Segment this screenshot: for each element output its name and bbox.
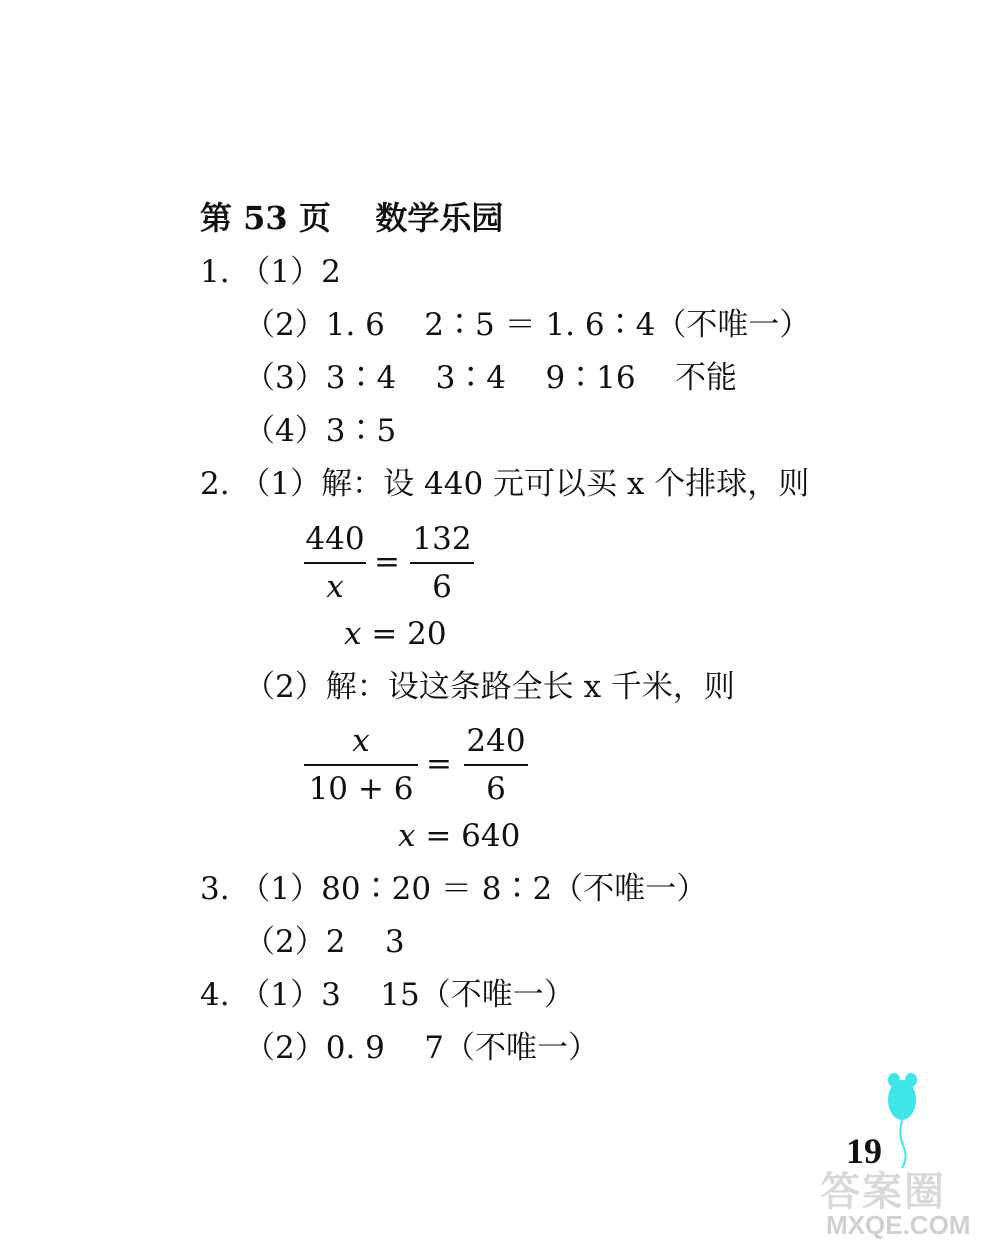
question-3-part-2: （2）2 3 (244, 924, 405, 960)
watermark-text: 答案圈 (820, 1170, 946, 1214)
equation-1-right-fraction (410, 520, 474, 606)
balloon-icon (880, 1070, 930, 1170)
equation-1-left-fraction (304, 520, 366, 606)
fraction-denominator: x (326, 569, 344, 605)
equation-2-solution (398, 816, 520, 856)
equation-1-equals: = (374, 544, 400, 580)
watermark-url: MXQE.COM (826, 1210, 971, 1240)
fraction-numerator: 240 (466, 723, 526, 759)
equation-1-solution (344, 614, 447, 654)
solution-variable: x (398, 818, 416, 854)
fraction-denominator: 10 + 6 (308, 771, 414, 807)
question-1-part-3: （3）3∶4 3∶4 9∶16 不能 (244, 360, 738, 396)
question-4-part-1: 4. （1）3 15（不唯一） (200, 977, 575, 1013)
fraction-denominator: 6 (432, 569, 452, 605)
solution-variable: x (344, 616, 362, 652)
equation-2-right-fraction (464, 722, 528, 808)
page-number: 19 (846, 1131, 882, 1171)
fraction-bar (410, 562, 474, 564)
fraction-numerator: 440 (305, 521, 365, 557)
page-title: 第 53 页 数学乐园 (200, 199, 504, 237)
question-3-part-1: 3. （1）80∶20 ＝ 8∶2（不唯一） (200, 871, 708, 907)
solution-value: = 20 (361, 616, 447, 652)
fraction-bar (304, 562, 366, 564)
fraction-denominator: 6 (486, 771, 506, 807)
fraction-numerator: 132 (412, 521, 472, 557)
equation-2-equals: = (426, 746, 452, 782)
question-1-part-4: （4）3∶5 (244, 413, 397, 449)
question-1-part-2: （2）1. 6 2∶5 ＝ 1. 6∶4（不唯一） (244, 307, 811, 343)
fraction-bar (464, 764, 528, 766)
solution-value: = 640 (415, 818, 521, 854)
question-4-part-2: （2）0. 9 7（不唯一） (244, 1030, 600, 1066)
question-2-part-1: 2. （1）解：设 440 元可以买 x 个排球，则 (200, 466, 810, 502)
question-2-part-2: （2）解：设这条路全长 x 千米，则 (244, 669, 735, 705)
equation-2-left-fraction (304, 722, 418, 808)
question-1-part-1: 1. （1）2 (200, 254, 341, 290)
fraction-bar (304, 764, 418, 766)
fraction-numerator: x (352, 723, 370, 759)
